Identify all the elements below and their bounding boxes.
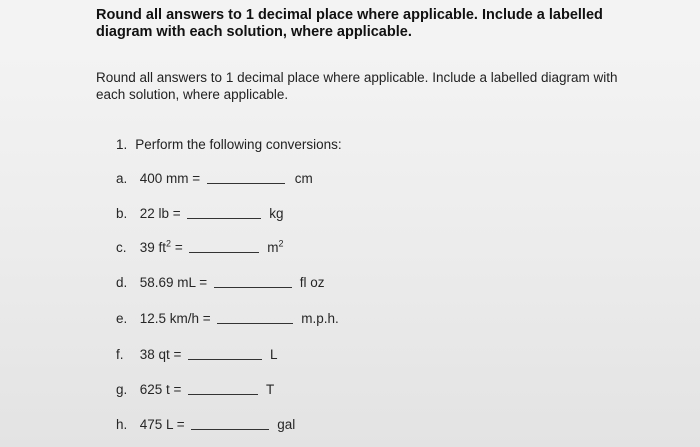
question-number: 1. [116,137,128,152]
conversion-item-d [116,273,324,293]
conversion-item-c [116,238,284,258]
item-unit: $m^2$ [267,238,284,255]
item-unit: kg [269,206,284,221]
item-expression: 12.5 km/h = [139,311,211,326]
conversion-item-e [116,309,339,329]
item-unit: fl oz [299,275,325,290]
item-expression: 22 lb = [139,206,181,221]
question-title [116,137,342,152]
item-letter: h. [116,417,128,432]
conversion-item-f [116,345,277,365]
question-title-text: Perform the following conversions: [135,137,342,152]
item-expression: 39 $ft^2$ = [139,238,183,255]
answer-blank[interactable] [207,169,285,184]
item-expression: 38 qt = [139,347,182,362]
item-expression: 625 t = [139,382,182,397]
instructions-text: Round all answers to 1 decimal place where applicable. Include a labelled diagram with each solution, where applicable. [96,70,618,102]
item-letter: e. [116,311,128,326]
answer-blank[interactable] [214,273,292,288]
item-letter: f. [116,347,124,362]
item-unit: cm [294,171,313,186]
item-letter: a. [116,171,128,186]
item-letter: d. [116,275,128,290]
item-unit: T [265,382,275,397]
conversion-item-g [116,380,274,400]
answer-blank[interactable] [188,380,258,395]
answer-blank[interactable] [187,204,261,219]
answer-blank[interactable] [217,309,293,324]
answer-blank[interactable] [191,415,269,430]
item-expression: 400 mm = [139,171,201,186]
item-expression: 58.69 mL = [139,275,208,290]
item-letter: b. [116,206,128,221]
item-unit: L [269,347,278,362]
page-heading: Round all answers to 1 decimal place where applicable. Include a labelled diagram with each solution, where applicable. [96,7,603,40]
conversion-item-h [116,415,295,435]
item-letter: c. [116,240,127,255]
conversion-item-b [116,204,283,224]
item-letter: g. [116,382,128,397]
item-expression: 475 L = [139,417,185,432]
conversion-item-a [116,169,313,189]
item-unit: gal [277,417,296,432]
answer-blank[interactable] [189,238,259,253]
answer-blank[interactable] [188,345,262,360]
item-unit: m.p.h. [301,311,339,326]
